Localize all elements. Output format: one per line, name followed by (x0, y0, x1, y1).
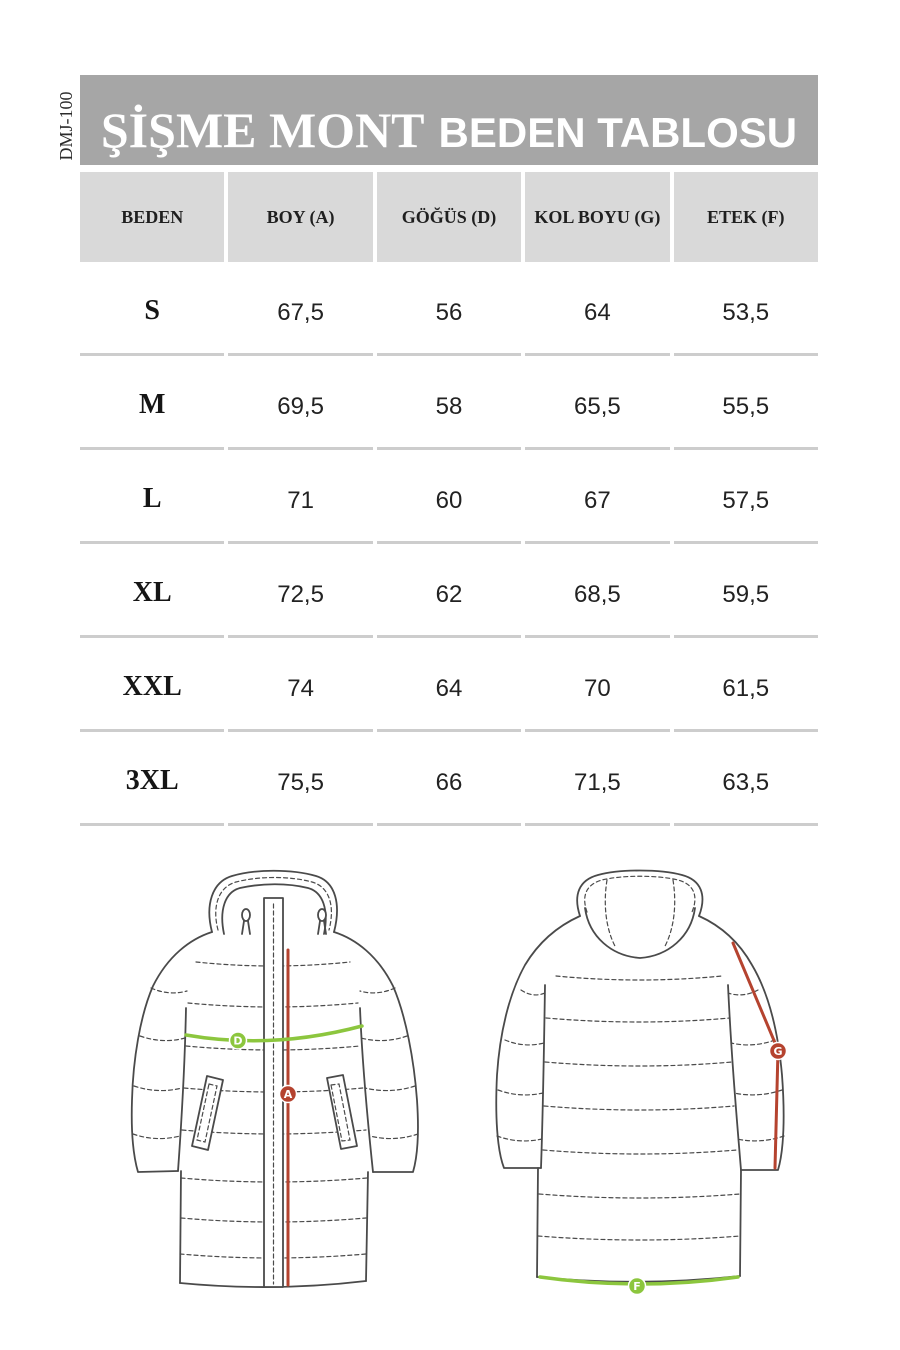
cell-gogus: 58 (377, 356, 521, 450)
front-drawstring-left (242, 909, 250, 934)
cell-etek: 59,5 (674, 544, 818, 638)
quilting-line (521, 990, 545, 995)
cell-boy: 72,5 (228, 544, 372, 638)
column-header-kol-boyu: KOL BOYU (G) (525, 172, 669, 262)
back-left-side (537, 1168, 538, 1277)
back-hood-panel-seam-right (664, 880, 675, 948)
size-table (80, 172, 818, 826)
quilting-line (538, 1236, 740, 1240)
pocket-outline (192, 1076, 223, 1150)
front-right-side (366, 1172, 368, 1281)
back-sleeve-quilting (497, 990, 784, 1141)
jacket-measurement-diagram (0, 840, 900, 1320)
cord-icon (242, 921, 250, 934)
cell-size: 3XL (80, 732, 224, 826)
cell-kol-boyu: 65,5 (525, 356, 669, 450)
cell-etek: 61,5 (674, 638, 818, 732)
column-header-gogus: GÖĞÜS (D) (377, 172, 521, 262)
cell-size: S (80, 262, 224, 356)
table-row (80, 544, 818, 638)
back-left-sleeve-inner (541, 985, 545, 1168)
badge-hem-f (629, 1278, 646, 1295)
badge-letter: F (633, 1280, 641, 1293)
cell-etek: 55,5 (674, 356, 818, 450)
badge-letter: D (233, 1034, 243, 1048)
badge-letter: A (283, 1088, 293, 1101)
quilting-line (731, 1040, 775, 1045)
table-header-row (80, 172, 818, 262)
quilting-line (505, 1040, 544, 1045)
back-right-sleeve-outer (699, 916, 784, 1170)
back-right-side (740, 1170, 741, 1276)
table-row (80, 450, 818, 544)
back-hood-seam (585, 876, 695, 912)
cell-etek: 53,5 (674, 262, 818, 356)
cell-gogus: 56 (377, 262, 521, 356)
front-pocket-right (327, 1075, 357, 1149)
back-view (496, 871, 786, 1295)
front-left-sleeve-inner (178, 1008, 186, 1171)
badge-letter: G (773, 1045, 783, 1058)
page-title (100, 102, 798, 158)
front-pocket-left (192, 1076, 223, 1150)
badge-chest-d (230, 1032, 247, 1049)
quilting-line (360, 988, 395, 993)
quilting-line (546, 1018, 730, 1022)
quilting-line (543, 1150, 737, 1154)
cell-size: L (80, 450, 224, 544)
cell-kol-boyu: 64 (525, 262, 669, 356)
front-right-sleeve-inner (360, 1008, 373, 1172)
quilting-line (361, 1036, 407, 1041)
toggle-icon (318, 909, 326, 921)
quilting-line (545, 1062, 732, 1066)
cell-size: XL (80, 544, 224, 638)
title-banner (80, 75, 818, 165)
back-body-quilting (538, 976, 740, 1240)
back-right-sleeve-inner (728, 985, 741, 1170)
cell-boy: 67,5 (228, 262, 372, 356)
table-row (80, 262, 818, 356)
cell-boy: 71 (228, 450, 372, 544)
cell-etek: 63,5 (674, 732, 818, 826)
toggle-icon (242, 909, 250, 921)
front-view (132, 871, 418, 1287)
badge-sleeve-g (770, 1043, 787, 1060)
cell-gogus: 60 (377, 450, 521, 544)
cell-gogus: 64 (377, 638, 521, 732)
cell-kol-boyu: 71,5 (525, 732, 669, 826)
quilting-line (544, 1106, 734, 1110)
table-row (80, 638, 818, 732)
cord-icon (318, 921, 326, 934)
cell-etek: 57,5 (674, 450, 818, 544)
table-row (80, 732, 818, 826)
back-hood-drape (585, 908, 695, 958)
quilting-line (539, 1194, 740, 1198)
back-hood-panel-seam-left (605, 880, 616, 948)
column-header-size: BEDEN (80, 172, 224, 262)
cell-kol-boyu: 67 (525, 450, 669, 544)
back-hood-outline (577, 871, 702, 917)
quilting-line (133, 1134, 180, 1139)
cell-size: XXL (80, 638, 224, 732)
cell-boy: 75,5 (228, 732, 372, 826)
quilting-line (734, 1090, 782, 1095)
quilting-line (370, 1134, 418, 1139)
table-row (80, 356, 818, 450)
front-drawstring-right (318, 909, 326, 934)
column-header-etek: ETEK (F) (674, 172, 818, 262)
quilting-line (365, 1086, 415, 1091)
title-product-name: ŞİŞME MONT (100, 102, 425, 158)
cell-gogus: 62 (377, 544, 521, 638)
cell-kol-boyu: 70 (525, 638, 669, 732)
cell-size: M (80, 356, 224, 450)
quilting-line (498, 1090, 543, 1095)
quilting-line (151, 988, 187, 993)
quilting-line (140, 1036, 185, 1041)
product-code: DMJ-100 (56, 91, 76, 161)
cell-kol-boyu: 68,5 (525, 544, 669, 638)
quilting-line (556, 976, 722, 980)
cell-boy: 69,5 (228, 356, 372, 450)
quilting-line (134, 1086, 182, 1091)
title-chart-name: BEDEN TABLOSU (438, 109, 798, 156)
front-left-side (180, 1171, 181, 1283)
cell-boy: 74 (228, 638, 372, 732)
cell-gogus: 66 (377, 732, 521, 826)
badge-length-a (280, 1086, 297, 1103)
quilting-line (497, 1136, 542, 1141)
column-header-boy: BOY (A) (228, 172, 372, 262)
